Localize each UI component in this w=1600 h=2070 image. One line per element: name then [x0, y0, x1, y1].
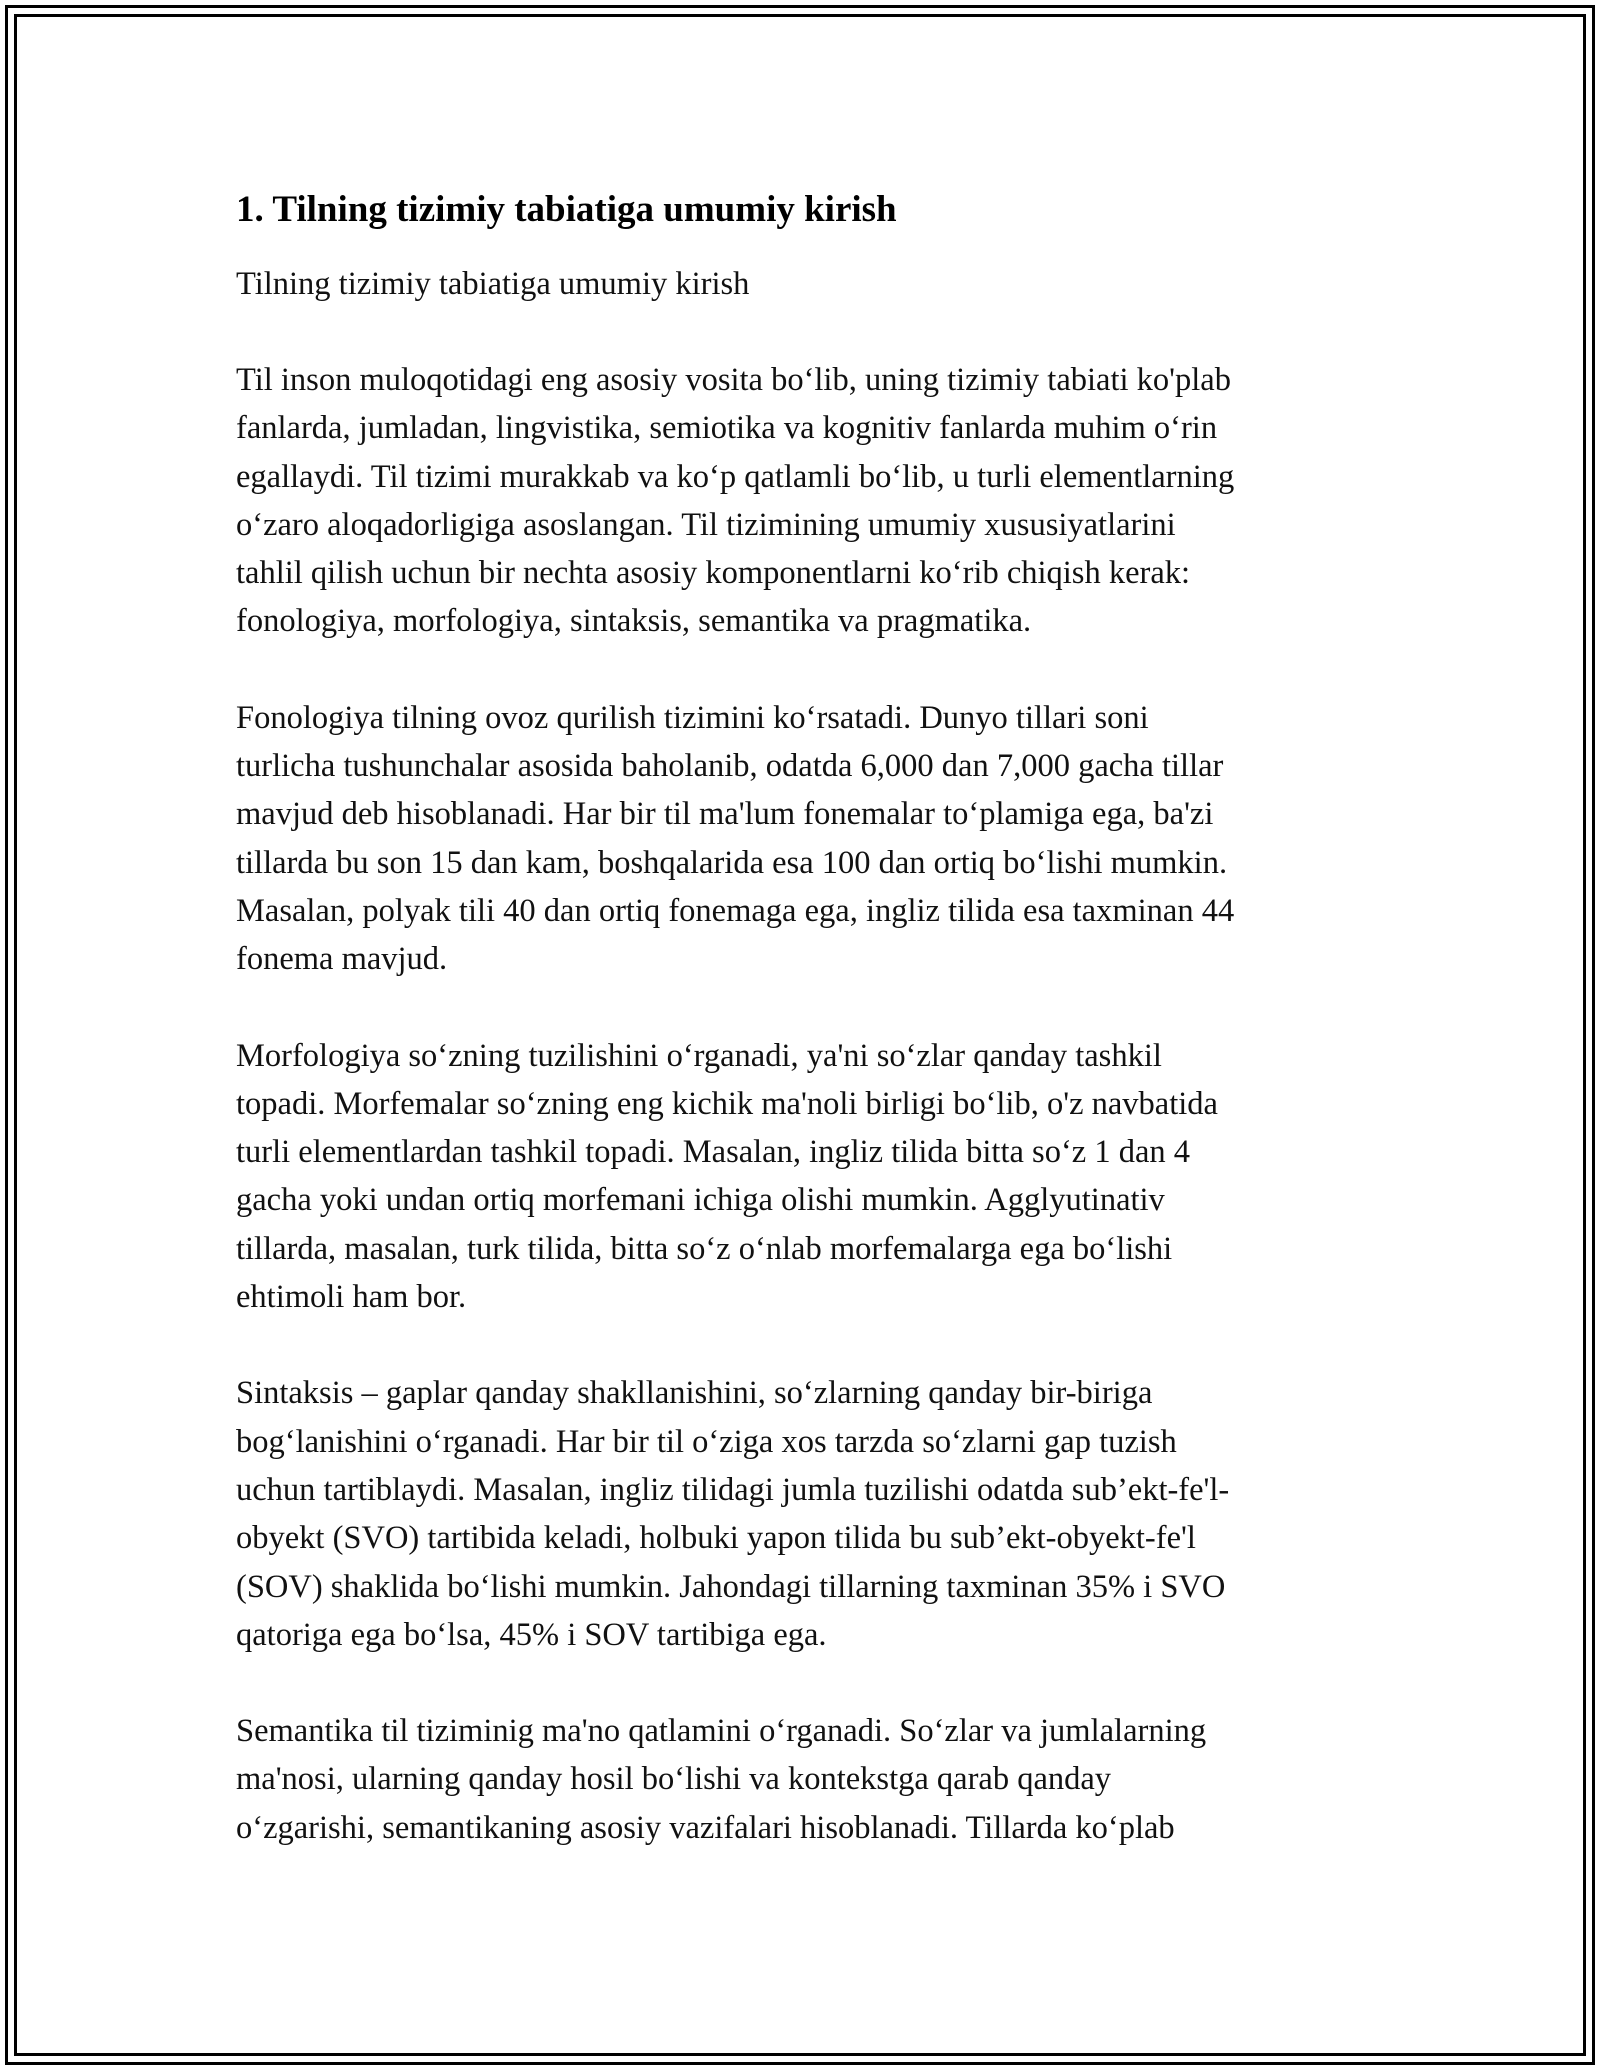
document-body [236, 186, 1376, 1900]
paragraph-syntax: Sintaksis – gaplar qanday shakllanishini, so‘zlarning qanday bir-biriga bog‘lanishini o‘rganadi. Har bir til o‘ziga xos tarzda so‘zlarni gap tuzish uchun tartiblaydi. Masalan, ingliz tilidagi jumla tuzilishi odatda sub’ekt-fe'l- obyekt (SVO) tartibida keladi, holbuki yapon tilida bu sub’ekt-obyekt-fe'l (SOV) shaklida bo‘lishi mumkin. Jahondagi tillarning taxminan 35% i SVO qatoriga ega bo‘lsa, 45% i SOV tartibiga ega. [236, 1375, 1230, 1653]
paragraph-intro: Til inson muloqotidagi eng asosiy vosita bo‘lib, uning tizimiy tabiati ko'plab fanlarda, jumladan, lingvistika, semiotika va kognitiv fanlarda muhim o‘rin egallaydi. Til tizimi murakkab va ko‘p qatlamli bo‘lib, u turli elementlarning o‘zaro aloqadorligiga asoslangan. Til tizimining umumiy xususiyatlarini tahlil qilish uchun bir nechta asosiy komponentlarni ko‘rib chiqish kerak: fonologiya, morfologiya, sintaksis, semantika va pragmatika. [236, 362, 1235, 640]
paragraph-phonology: Fonologiya tilning ovoz qurilish tizimini ko‘rsatadi. Dunyo tillari soni turlicha tushunchalar asosida baholanib, odatda 6,000 dan 7,000 gacha tillar mavjud deb hisoblanadi. Har bir til ma'lum fonemalar to‘plamiga ega, ba'zi tillarda bu son 15 dan kam, boshqalarida esa 100 dan ortiq bo‘lishi mumkin. Masalan, polyak tili 40 dan ortiq fonemaga ega, ingliz tilida esa taxminan 44 fonema mavjud. [236, 699, 1235, 978]
paragraph-morphology: Morfologiya so‘zning tuzilishini o‘rganadi, ya'ni so‘zlar qanday tashkil topadi. Morfemalar so‘zning eng kichik ma'noli birligi bo‘lib, o'z navbatida turli elementlardan tashkil topadi. Masalan, ingliz tilida bitta so‘z 1 dan 4 gacha yoki undan ortiq morfemani ichiga olishi mumkin. Agglyutinativ tillarda, masalan, turk tilida, bitta so‘z o‘nlab morfemalarga ega bo‘lishi ehtimoli ham bor. [236, 1037, 1218, 1316]
section-heading: 1. Tilning tizimiy tabiatiga umumiy kirish [236, 189, 897, 230]
paragraph-semantics: Semantika til tiziminig ma'no qatlamini o‘rganadi. So‘zlar va jumlalarning ma'nosi, ularning qanday hosil bo‘lishi va kontekstga qarab qanday o‘zgarishi, semantikaning asosiy vazifalari hisoblanadi. Tillarda ko‘plab [236, 1713, 1207, 1846]
section-subtitle: Tilning tizimiy tabiatiga umumiy kirish [236, 266, 750, 302]
